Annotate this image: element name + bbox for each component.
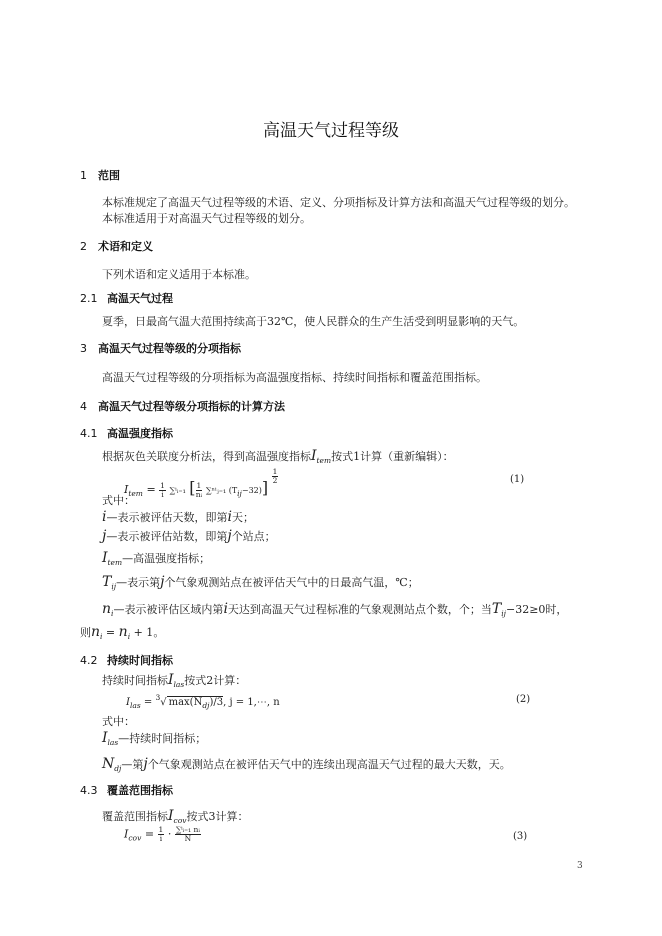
section-number: 3 bbox=[80, 342, 87, 355]
formula-intro: 根据灰色关联度分析法，得到高温强度指标$I_{tem}$按式1计算（重新编辑）： bbox=[102, 448, 454, 465]
section-3-heading bbox=[80, 340, 241, 356]
section-title: 高温天气过程 bbox=[107, 292, 173, 305]
definition-ni-continued: 则$n_i = n_i + 1$。 bbox=[80, 624, 165, 641]
where-label: 式中： bbox=[102, 494, 135, 507]
section-number: 4 bbox=[80, 400, 87, 413]
section-number: 4.2 bbox=[80, 654, 98, 667]
definition-i: i—表示被评估天数，即第i天； bbox=[102, 509, 254, 525]
page-title: 高温天气过程等级 bbox=[263, 121, 399, 141]
section-2-1-heading bbox=[80, 290, 173, 306]
section-4-1-heading bbox=[80, 425, 173, 441]
section-2-heading bbox=[80, 238, 153, 254]
section-number: 1 bbox=[80, 169, 87, 182]
paragraph: 本标准适用于对高温天气过程等级的划分。 bbox=[102, 212, 311, 225]
section-number: 4.1 bbox=[80, 427, 98, 440]
section-title: 高温天气过程等级的分项指标 bbox=[98, 342, 241, 355]
section-title: 高温天气过程等级分项指标的计算方法 bbox=[98, 400, 285, 413]
equation-1: $I_{tem}$ = $\frac{1}{i}$ ∑ⁱᵢ₌₁ [ $\frac{1}{\text{nᵢ}}$ ∑ⁿⁱⱼ₌₁ $(T_{ij}-32)$] $\frac{1}{2}$ bbox=[124, 467, 278, 499]
paragraph: 本标准规定了高温天气过程等级的术语、定义、分项指标及计算方法和高温天气过程等级的划分。 bbox=[102, 196, 575, 209]
section-title: 持续时间指标 bbox=[107, 654, 173, 667]
paragraph: 高温天气过程等级的分项指标为高温强度指标、持续时间指标和覆盖范围指标。 bbox=[102, 371, 487, 384]
where-label: 式中： bbox=[102, 715, 135, 728]
section-number: 2 bbox=[80, 240, 87, 253]
page-number: 3 bbox=[577, 861, 583, 871]
equation-number: (1) bbox=[510, 474, 525, 485]
section-4-3-heading bbox=[80, 782, 173, 798]
section-number: 4.3 bbox=[80, 784, 98, 797]
definition-j: j—表示被评估站数，即第j个站点； bbox=[102, 528, 276, 544]
section-number: 2.1 bbox=[80, 292, 98, 305]
definition-item: $I_{tem}—$高温强度指标； bbox=[102, 550, 211, 567]
formula-intro: 覆盖范围指标$I_{cov}$按式3计算： bbox=[102, 808, 249, 825]
section-title: 术语和定义 bbox=[98, 240, 153, 253]
definition-ndj: $N_{dj}—$第j个气象观测站点在被评估天气中的连续出现高温天气过程的最大天数，天。 bbox=[102, 756, 511, 773]
equation-2: $I_{las} = ^3√$ $\max(N_{dj})/3$, j = 1,⋯, n bbox=[126, 693, 280, 710]
section-title: 覆盖范围指标 bbox=[107, 784, 173, 797]
equation-number: (2) bbox=[516, 694, 531, 705]
section-4-heading bbox=[80, 398, 285, 414]
definition-ni: $n_i—$表示被评估区域内第i天达到高温天气过程标准的气象观测站点个数，个；当$T_{ij}-32\ge 0$时， bbox=[102, 601, 568, 618]
paragraph: 夏季，日最高气温大范围持续高于32℃，使人民群众的生产生活受到明显影响的天气。 bbox=[102, 315, 525, 328]
formula-intro: 持续时间指标$I_{las}$按式2计算： bbox=[102, 672, 247, 689]
paragraph: 下列术语和定义适用于本标准。 bbox=[102, 268, 256, 281]
equation-3: $I_{cov}$ = $\frac{1}{i}$ · $\frac{\text{∑ⁱᵢ₌₁ nᵢ}}{N}$ bbox=[124, 825, 200, 843]
definition-tij: $T_{ij}—$表示第j个气象观测站点在被评估天气中的日最高气温，℃； bbox=[102, 574, 419, 591]
section-4-2-heading bbox=[80, 652, 173, 668]
equation-number: (3) bbox=[513, 831, 528, 842]
definition-item: $I_{las}—$持续时间指标； bbox=[102, 730, 207, 747]
section-title: 高温强度指标 bbox=[107, 427, 173, 440]
section-title: 范围 bbox=[98, 169, 120, 182]
section-1-heading bbox=[80, 167, 120, 183]
